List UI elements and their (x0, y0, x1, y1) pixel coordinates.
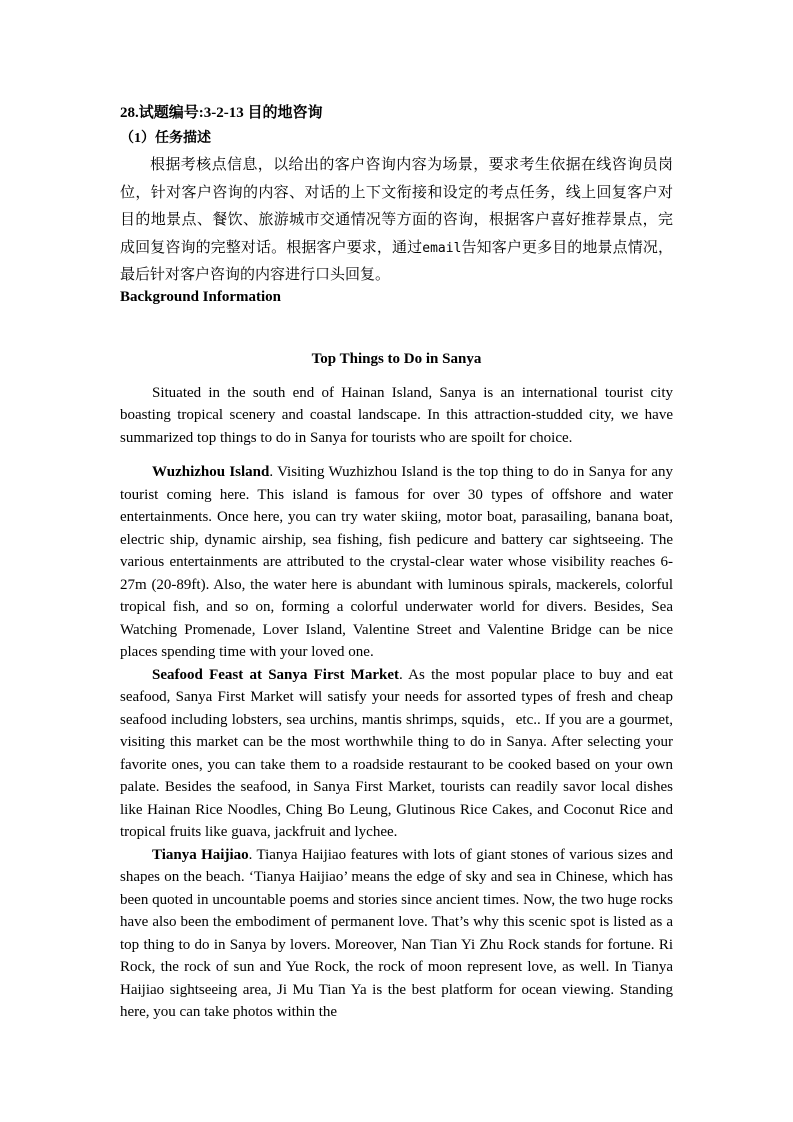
section-seafood-market (120, 664, 673, 844)
section-tianya-haijiao (120, 844, 673, 1024)
section-wuzhizhou (120, 461, 673, 664)
email-word: email (422, 240, 462, 256)
section-lead: Wuzhizhou Island (152, 464, 270, 480)
section-body: . Visiting Wuzhizhou Island is the top thing to do in Sanya for any tourist coming here. This island is famous for over 30 types of offshore and water entertainments. Once here, you can try water skiing, motor boat, parasailing, banana boat, electric ship, dynamic airship, sea fishing, fish pedicure and battery car sightseeing. The various entertainments are attributed to the crystal-clear water whose visibility reaches 6-27m (20-89ft). Also, the water here is abundant with luminous spirals, mackerels, colorful tropical fish, and so on, forming a colorful underwater world for divers. Besides, Sea Watching Promenade, Lover Island, Valentine Street and Valentine Bridge can be nice places spending time with your loved one. (120, 464, 674, 660)
section-body: . As the most popular place to buy and eat seafood, Sanya First Market will satisfy your needs for assorted types of fresh and cheap seafood including lobsters, sea urchins, mantis shrimps, squids，etc.. If you are a gourmet, visiting this market can be the most worthwhile thing to do in Sanya. After selecting your favorite ones, you can take them to a roadside restaurant to be cooked based on your own palate. Besides the seafood, in Sanya First Market, tourists can readily savor local dishes like Hainan Rice Noodles, Ching Bo Leung, Glutinous Rice Cakes, and Coconut Rice and tropical fruits like guava, jackfruit and lychee. (120, 666, 673, 840)
article-intro: Situated in the south end of Hainan Island, Sanya is an international tourist city boasting tropical scenery and coastal landscape. In this attraction-studded city, we have summarized top things to do in Sanya for tourists who are spoilt for choice. (120, 384, 673, 446)
background-info-heading: Background Information (120, 288, 282, 305)
task-description-text (120, 152, 673, 290)
task-text-part-2: 告知客户更多目的地景点情况，最后针对客户咨询的内容进行口头回复。 (120, 239, 673, 283)
task-description-heading: （1）任务描述 (120, 131, 211, 146)
section-lead: Seafood Feast at Sanya First Market (152, 666, 399, 683)
exam-item-title: 28.试题编号:3-2-13 目的地咨询 (120, 105, 323, 121)
task-text-part-1: 根据考核点信息，以给出的客户咨询内容为场景，要求考生依据在线咨询员岗位，针对客户咨询的内容、对话的上下文衔接和设定的考点任务，线上回复客户对目的地景点、餐饮、旅游城市交通情况等方面的咨询，根据客户喜好推荐景点，完成回复咨询的完整对话。根据客户要求，通过 (120, 157, 673, 256)
section-lead: Tianya Haijiao (152, 846, 249, 863)
document-page (120, 100, 673, 1024)
section-body: . Tianya Haijiao features with lots of giant stones of various sizes and shapes on the beach. ‘Tianya Haijiao’ means the edge of sky and sea in Chinese, which has been quoted in uncountable poems and stories since ancient times. Now, the two huge rocks have also been the embodiment of permanent love. That’s why this scenic spot is listed as a top thing to do in Sanya by lovers. Moreover, Nan Tian Yi Zhu Rock stands for fortune. Ri Rock, the rock of sun and Yue Rock, the rock of moon represent love, as well. In Tianya Haijiao sightseeing area, Ji Mu Tian Ya is the best platform for ocean viewing. Standing here, you can take photos within the (120, 846, 673, 1020)
article-title: Top Things to Do in Sanya (311, 350, 482, 367)
